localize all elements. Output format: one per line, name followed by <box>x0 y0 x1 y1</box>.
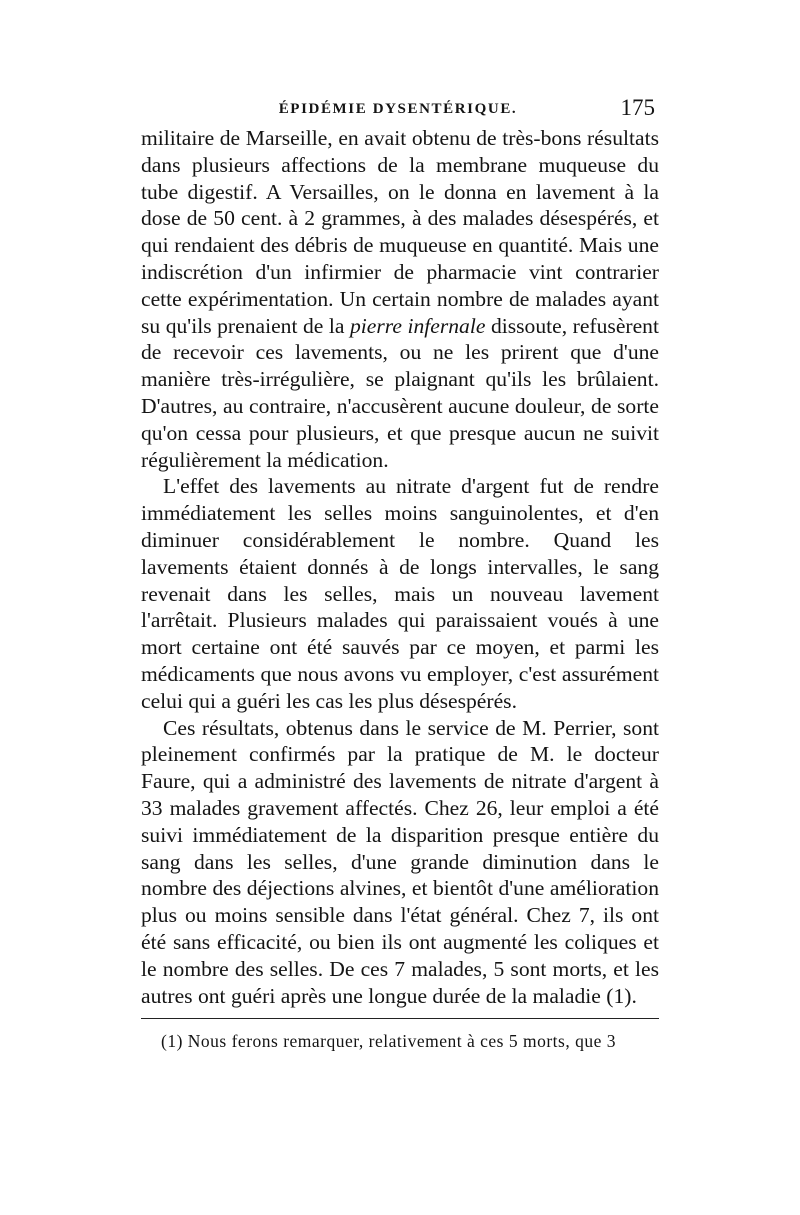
paragraph-1-italic: pierre infernale <box>349 313 486 338</box>
paragraph-3: Ces résultats, obtenus dans le service de M. Perrier, sont pleinement confirmés par la pratique de M. le docteur Faure, qui a administré des lavements de nitrate d'argent à 33 malades gravement affectés. Chez 26, leur emploi a été suivi immédiatement de la disparition presque entière du sang dans les selles, d'une grande diminution dans le nombre des déjections alvines, et bientôt d'une amélioration plus ou moins sensible dans l'état général. Chez 7, ils ont été sans efficacité, ou bien ils ont augmenté les coliques et le nombre des selles. De ces 7 malades, 5 sont morts, et les autres ont guéri après une longue durée de la maladie (1). <box>141 715 659 1008</box>
paragraph-1-text-after: dissoute, refusèrent de recevoir ces lavements, ou ne les prirent que d'une manière très-irrégulière, se plaignant qu'ils les brûlaient. D'autres, au contraire, n'accusèrent aucune douleur, de sorte qu'on cessa pour plusieurs, et que presque aucun ne suivit régulièrement la médication. <box>141 313 659 472</box>
footnote-divider <box>141 1018 659 1019</box>
page-number: 175 <box>620 95 655 120</box>
footnote: (1) Nous ferons remarquer, relativement à ces 5 morts, que 3 <box>161 1031 616 1051</box>
running-title: ÉPIDÉMIE DYSENTÉRIQUE. <box>278 101 518 117</box>
running-head <box>141 95 655 125</box>
paragraph-2: L'effet des lavements au nitrate d'argent fut de rendre immédiatement les selles moins sanguinolentes, et d'en diminuer considérablement le nombre. Quand les lavements étaient donnés à de longs intervalles, le sang revenait dans les selles, mais un nouveau lavement l'arrêtait. Plusieurs malades qui paraissaient voués à une mort certaine ont été sauvés par ce moyen, et parmi les médicaments que nous avons vu employer, c'est assurément celui qui a guéri les cas les plus désespérés. <box>141 474 659 713</box>
body-text <box>141 125 659 1009</box>
paragraph-1-text: militaire de Marseille, en avait obtenu de très-bons résultats dans plusieurs affections de la membrane muqueuse du tube digestif. A Versailles, on le donna en lavement à la dose de 50 cent. à 2 grammes, à des malades désespérés, et qui rendaient des débris de muqueuse en quantité. Mais une indiscrétion d'un infirmier de pharmacie vint contrarier cette expérimentation. Un certain nombre de malades ayant su qu'ils prenaient de la <box>141 126 659 338</box>
paragraph-1 <box>141 125 659 473</box>
